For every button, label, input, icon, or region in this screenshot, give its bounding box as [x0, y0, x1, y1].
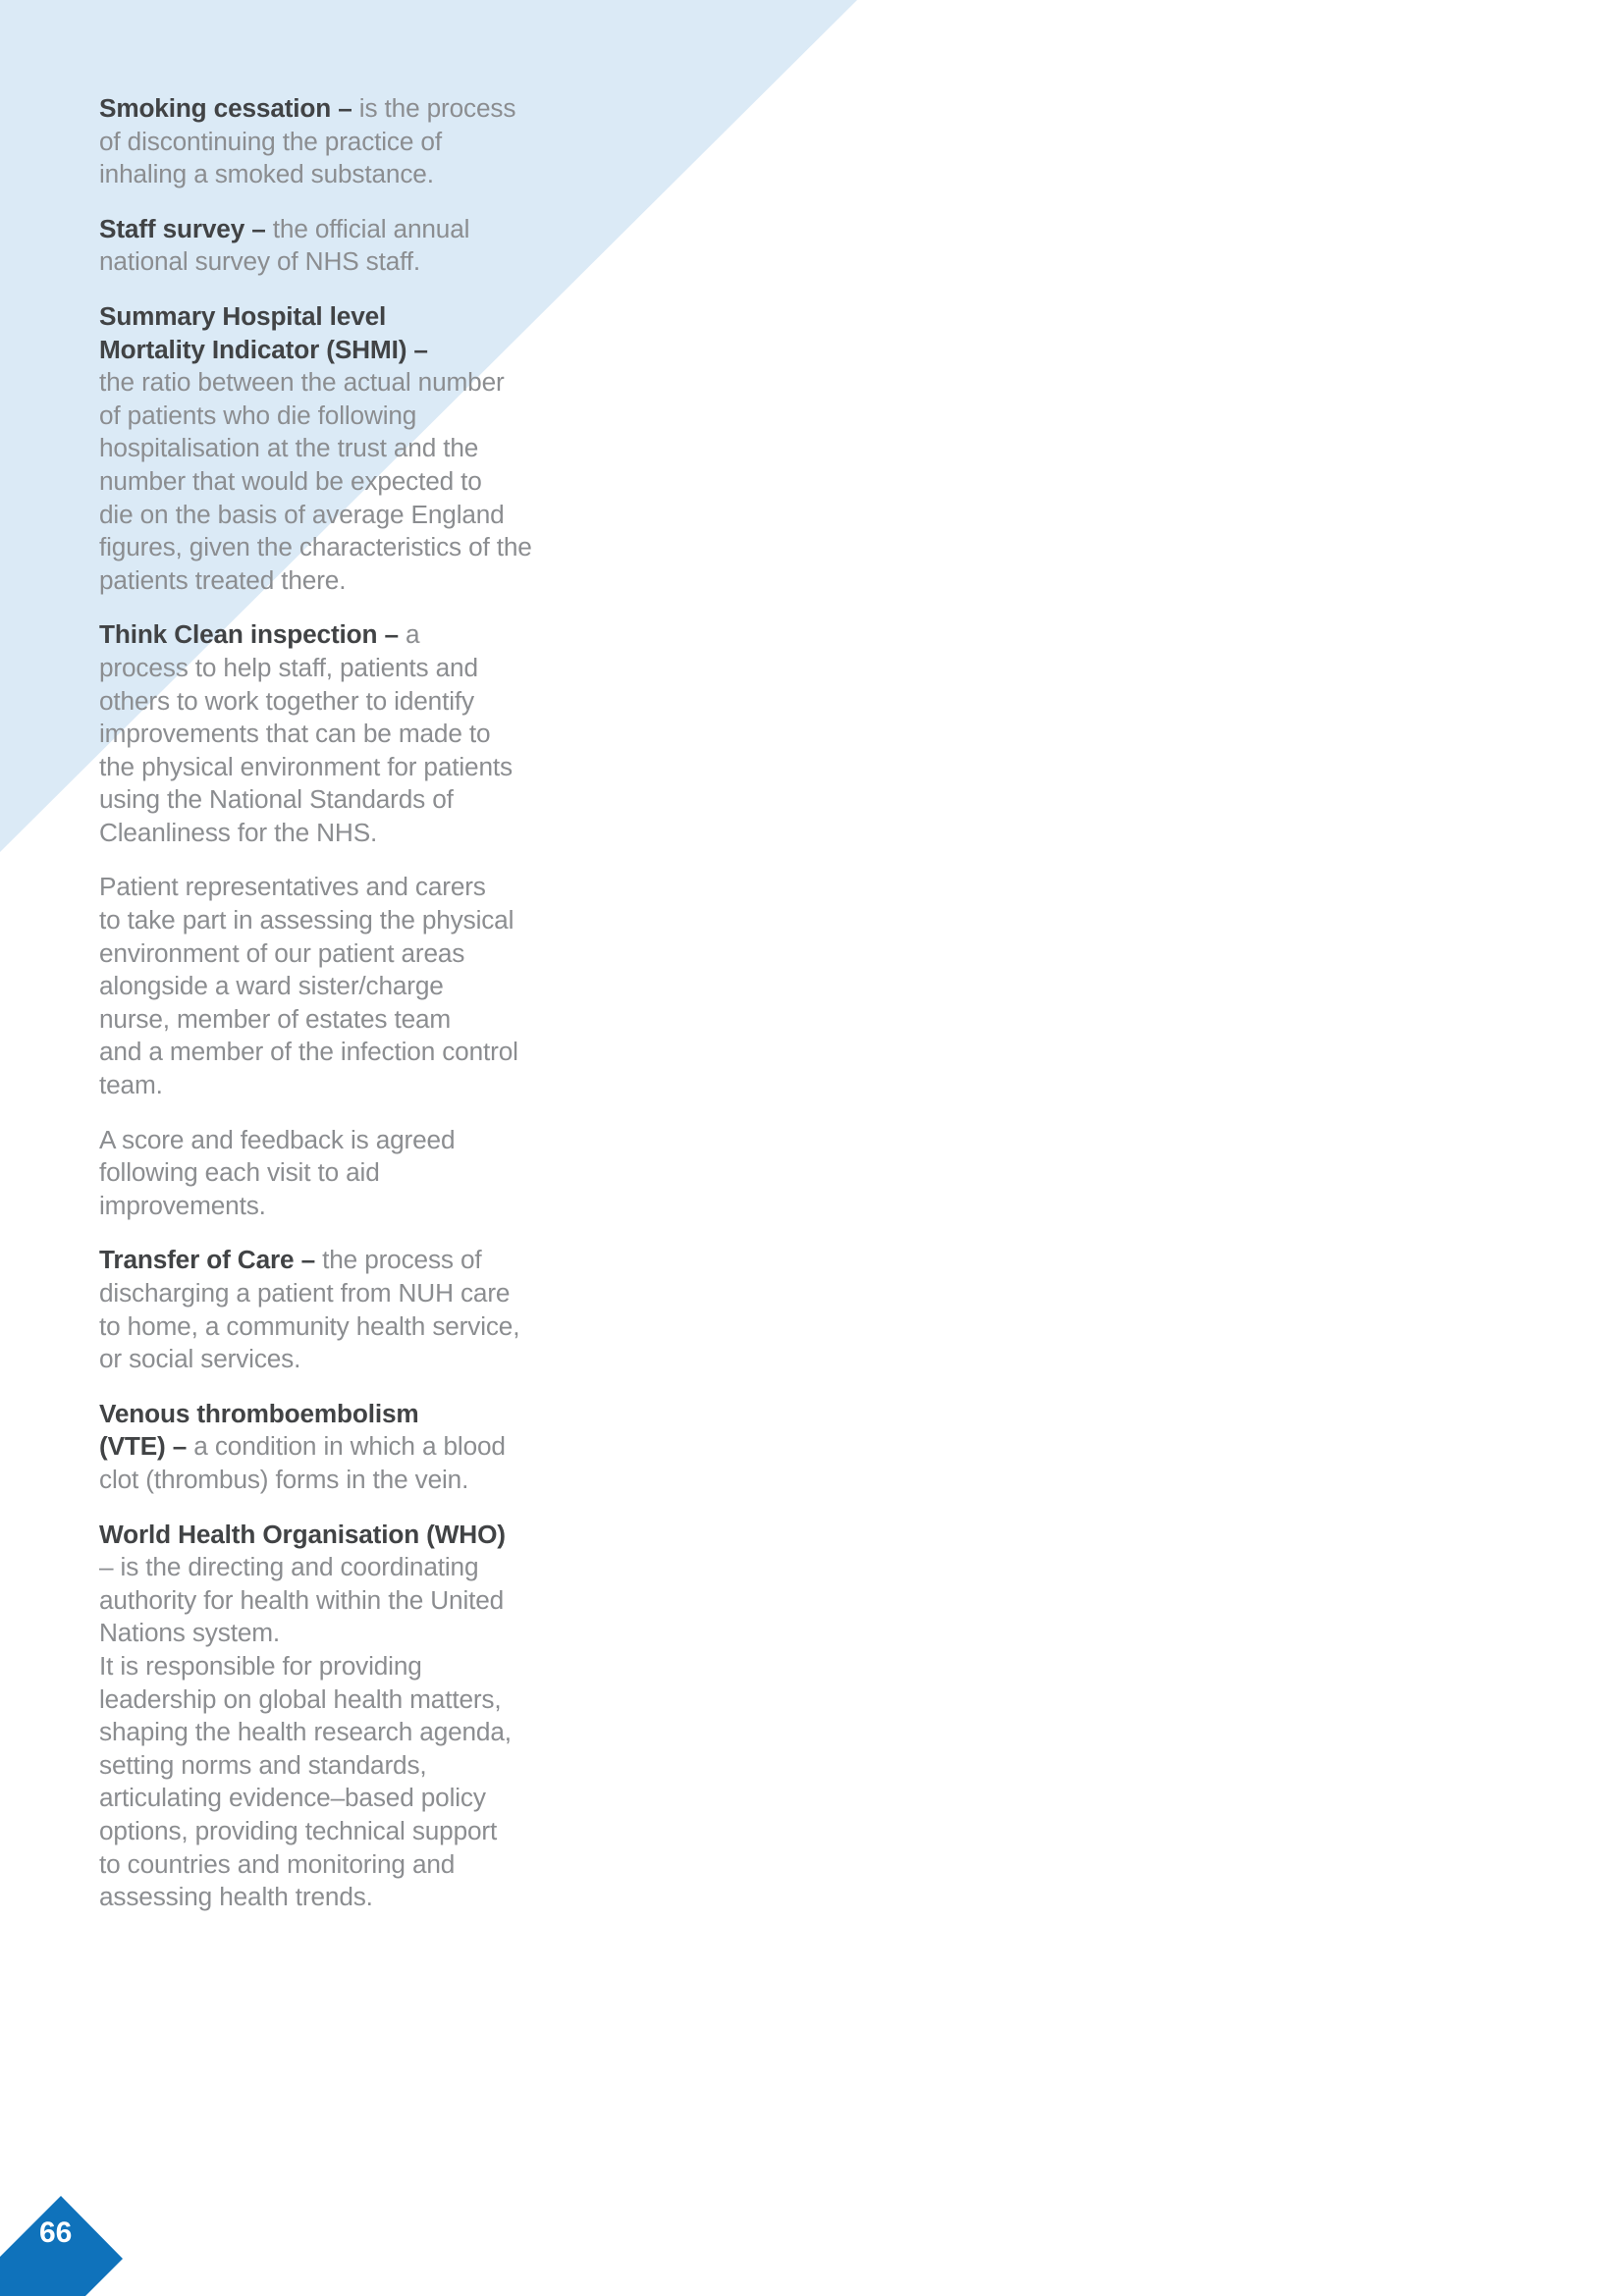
glossary-paragraph-score-feedback	[99, 1124, 561, 1223]
glossary-entry-who	[99, 1519, 561, 1914]
glossary-term: Transfer of Care –	[99, 1245, 315, 1275]
glossary-definition: the process of discharging a patient from NUH care to home, a community health service, or social services.	[99, 1245, 520, 1374]
glossary-term: Summary Hospital level Mortality Indicator (SHMI) –	[99, 300, 428, 364]
glossary-entry-think-clean	[99, 618, 561, 849]
glossary-entry-staff-survey	[99, 213, 561, 279]
page-number: 66	[39, 2216, 73, 2249]
glossary-entry-transfer-of-care	[99, 1244, 561, 1375]
glossary-definition: – is the directing and coordinating authority for health within the United Nations system. It is responsible for providing leadership on global health matters, shaping the health research agenda, setting norms and standards, articulating evidence–based policy options, providing technical support to countries and monitoring and assessing health trends.	[99, 1552, 512, 1912]
glossary-definition: the ratio between the actual number of patients who die following hospitalisation at the trust and the number that would be expected to die on the basis of average England figures, given the characteristics of the patients treated there.	[99, 367, 532, 595]
glossary-definition: Patient representatives and carers to take part in assessing the physical environment of our patient areas alongside a ward sister/charge nurse, member of estates team and a member of the infection control team.	[99, 872, 518, 1100]
glossary-term: World Health Organisation (WHO)	[99, 1519, 506, 1549]
glossary-paragraph-patient-representatives	[99, 871, 561, 1101]
glossary-definition: a process to help staff, patients and others to work together to identify improvements that can be made to the physical environment for patients using the National Standards of Cleanliness for the NHS.	[99, 619, 513, 847]
glossary-term: Smoking cessation –	[99, 93, 352, 123]
glossary-definition: is the process of discontinuing the practice of inhaling a smoked substance.	[99, 93, 516, 189]
glossary-term: Think Clean inspection –	[99, 619, 399, 650]
glossary-term: Venous thromboembolism (VTE) –	[99, 1398, 419, 1462]
glossary-entry-smoking-cessation	[99, 92, 561, 191]
glossary-column	[99, 92, 561, 1936]
glossary-definition: a condition in which a blood clot (thrombus) forms in the vein.	[99, 1431, 506, 1494]
glossary-term: Staff survey –	[99, 213, 266, 243]
glossary-definition: A score and feedback is agreed following each visit to aid improvements.	[99, 1124, 456, 1220]
glossary-definition: the official annual national survey of NHS staff.	[99, 213, 470, 277]
glossary-entry-shmi	[99, 300, 561, 597]
glossary-entry-vte	[99, 1398, 561, 1497]
